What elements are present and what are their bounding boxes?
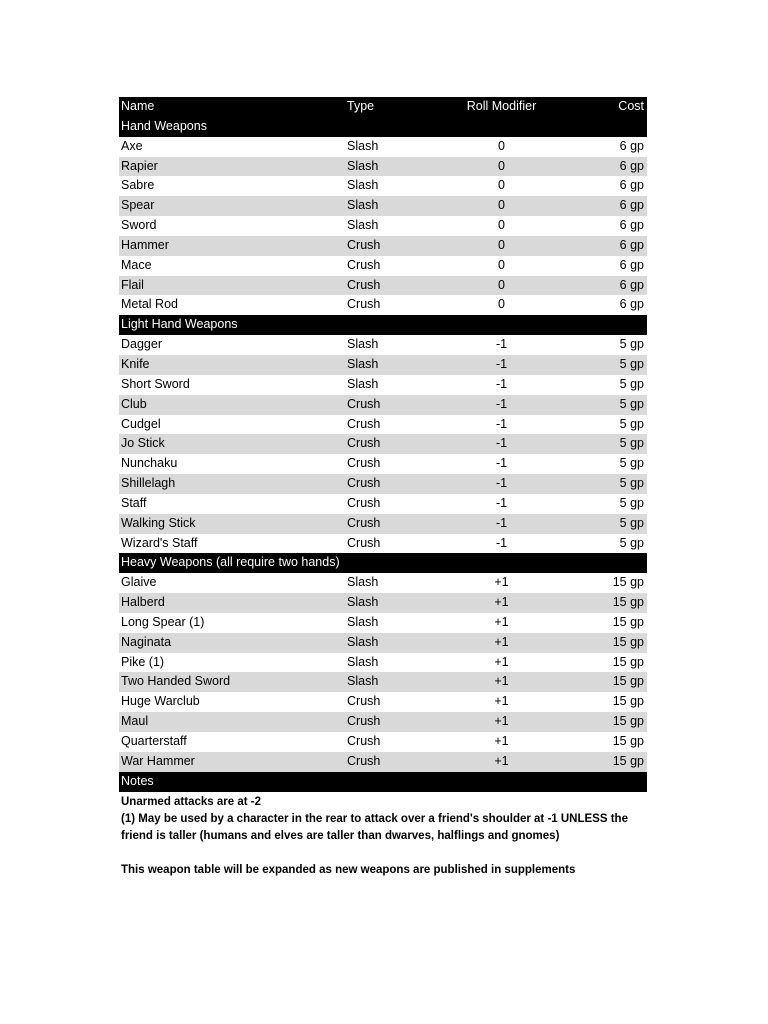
cell-cost: 5 gp [567, 434, 647, 454]
header-type: Type [345, 97, 437, 117]
cell-roll-modifier: -1 [495, 535, 508, 550]
table-row [119, 534, 647, 554]
cell-roll-modifier: +1 [437, 593, 567, 613]
cell-type: Slash [345, 196, 437, 216]
table-row [119, 216, 647, 236]
table-row [119, 692, 647, 712]
cell-name: Staff [121, 495, 147, 510]
cell-roll-modifier: +1 [494, 654, 509, 669]
header-cost: Cost [567, 97, 647, 117]
cell-cost: 6 gp [619, 297, 644, 312]
section-title: Heavy Weapons (all require two hands) [119, 553, 647, 573]
cell-type: Slash [347, 376, 379, 391]
cell-name: Quarterstaff [121, 734, 187, 748]
cell-name: Metal Rod [121, 297, 178, 312]
cell-roll-modifier: 0 [498, 257, 505, 272]
cell-name: Short Sword [121, 376, 190, 391]
cell-name: Knife [119, 355, 345, 375]
cell-cost: 15 gp [612, 575, 644, 590]
table-row [119, 335, 647, 355]
cell-cost: 6 gp [619, 138, 644, 153]
weapon-sheet [119, 97, 647, 879]
table-body [119, 117, 647, 772]
cell-type: Crush [347, 495, 381, 510]
table-row [119, 395, 647, 415]
cell-name: Walking Stick [119, 514, 345, 534]
header-name: Name [119, 97, 345, 117]
cell-type: Crush [347, 694, 381, 709]
cell-roll-modifier: 0 [437, 196, 567, 216]
cell-name: Maul [119, 712, 345, 732]
cell-type: Crush [345, 236, 437, 256]
cell-type: Crush [345, 752, 437, 772]
cell-type: Crush [347, 416, 381, 431]
cell-cost: 5 gp [567, 395, 647, 415]
cell-type: Crush [345, 712, 437, 732]
cell-name: Shillelagh [119, 474, 345, 494]
cell-name: Huge Warclub [121, 694, 200, 709]
cell-name: Spear [119, 196, 345, 216]
cell-name: Mace [121, 257, 152, 272]
cell-type: Crush [347, 535, 381, 550]
cell-type: Crush [345, 395, 437, 415]
cell-type: Slash [347, 218, 379, 233]
note-expansion: This weapon table will be expanded as new weapons are published in supplements [121, 863, 576, 876]
cell-type: Slash [347, 654, 379, 669]
cell-type: Crush [345, 514, 437, 534]
cell-cost: 6 gp [567, 157, 647, 177]
table-row [119, 137, 647, 157]
cell-roll-modifier: -1 [495, 337, 508, 352]
cell-type: Crush [347, 297, 381, 312]
table-row [119, 653, 647, 673]
cell-roll-modifier: +1 [437, 633, 567, 653]
cell-cost: 6 gp [567, 236, 647, 256]
table-row [119, 712, 647, 732]
cell-type: Crush [347, 734, 381, 748]
cell-name: Club [119, 395, 345, 415]
table-row [119, 454, 647, 474]
cell-roll-modifier: +1 [437, 712, 567, 732]
cell-cost: 5 gp [567, 514, 647, 534]
section-header-notes [119, 772, 647, 792]
cell-cost: 5 gp [619, 495, 644, 510]
cell-roll-modifier: 0 [498, 178, 505, 193]
section-title: Hand Weapons [119, 117, 647, 137]
section-header [119, 315, 647, 335]
cell-roll-modifier: -1 [437, 514, 567, 534]
cell-type: Slash [347, 178, 379, 193]
table-row [119, 474, 647, 494]
cell-roll-modifier: +1 [494, 614, 509, 629]
cell-name: Halberd [119, 593, 345, 613]
cell-roll-modifier: 0 [498, 218, 505, 233]
cell-cost: 15 gp [567, 752, 647, 772]
notes-block [119, 794, 647, 879]
cell-name: Jo Stick [119, 434, 345, 454]
cell-type: Slash [347, 337, 379, 352]
table-row [119, 434, 647, 454]
table-row [119, 276, 647, 296]
cell-cost: 6 gp [567, 276, 647, 296]
table-row [119, 375, 647, 395]
cell-roll-modifier: -1 [495, 456, 508, 471]
cell-name: Nunchaku [121, 456, 178, 471]
cell-cost: 5 gp [619, 416, 644, 431]
cell-type: Slash [347, 614, 379, 629]
header-roll-modifier: Roll Modifier [437, 97, 567, 117]
cell-cost: 15 gp [612, 654, 644, 669]
table-row [119, 573, 647, 593]
cell-roll-modifier: -1 [437, 355, 567, 375]
cell-cost: 5 gp [619, 337, 644, 352]
cell-type: Slash [347, 575, 379, 590]
table-row [119, 752, 647, 772]
table-row [119, 732, 647, 752]
cell-cost: 15 gp [567, 593, 647, 613]
cell-roll-modifier: +1 [494, 575, 509, 590]
cell-roll-modifier: +1 [437, 752, 567, 772]
cell-roll-modifier: 0 [437, 157, 567, 177]
cell-name: War Hammer [119, 752, 345, 772]
cell-roll-modifier: -1 [495, 416, 508, 431]
cell-name: Long Spear (1) [121, 614, 205, 629]
cell-roll-modifier: -1 [437, 434, 567, 454]
cell-type: Crush [347, 456, 381, 471]
cell-cost: 5 gp [567, 355, 647, 375]
cell-cost: 5 gp [619, 456, 644, 471]
note-unarmed: Unarmed attacks are at -2 [121, 795, 261, 808]
table-row [119, 176, 647, 196]
cell-roll-modifier: 0 [437, 276, 567, 296]
table-row [119, 256, 647, 276]
cell-cost: 15 gp [612, 614, 644, 629]
cell-type: Slash [345, 157, 437, 177]
cell-name: Hammer [119, 236, 345, 256]
cell-roll-modifier: -1 [495, 376, 508, 391]
cell-cost: 5 gp [567, 474, 647, 494]
cell-name: Naginata [119, 633, 345, 653]
note-footnote: (1) May be used by a character in the rear to attack over a friend's shoulder at -1 UNLESS the friend is taller (humans and elves are taller than dwarves, halflings and gnomes) [121, 812, 628, 842]
cell-name: Glaive [121, 575, 157, 590]
cell-type: Slash [345, 633, 437, 653]
cell-type: Crush [347, 257, 381, 272]
cell-roll-modifier: -1 [437, 474, 567, 494]
cell-cost: 15 gp [612, 694, 644, 709]
cell-cost: 15 gp [567, 712, 647, 732]
cell-cost: 15 gp [612, 734, 644, 748]
table-row [119, 613, 647, 633]
cell-name: Rapier [119, 157, 345, 177]
cell-name: Sabre [121, 178, 155, 193]
cell-name: Sword [121, 218, 157, 233]
table-row [119, 355, 647, 375]
cell-name: Pike (1) [121, 654, 165, 669]
cell-cost: 6 gp [619, 257, 644, 272]
cell-type: Slash [345, 672, 437, 692]
cell-cost: 15 gp [567, 633, 647, 653]
cell-type: Crush [345, 474, 437, 494]
cell-roll-modifier: 0 [437, 236, 567, 256]
table-row [119, 157, 647, 177]
cell-type: Slash [345, 355, 437, 375]
table-row [119, 494, 647, 514]
cell-roll-modifier: -1 [437, 395, 567, 415]
cell-type: Slash [347, 138, 379, 153]
cell-type: Crush [345, 434, 437, 454]
weapon-table [119, 97, 647, 792]
section-header [119, 117, 647, 137]
cell-cost: 15 gp [567, 672, 647, 692]
table-row [119, 633, 647, 653]
cell-name: Cudgel [121, 416, 161, 431]
cell-roll-modifier: 0 [498, 138, 505, 153]
cell-roll-modifier: -1 [495, 495, 508, 510]
cell-cost: 5 gp [619, 535, 644, 550]
table-row [119, 236, 647, 256]
table-row [119, 196, 647, 216]
cell-roll-modifier: +1 [437, 672, 567, 692]
cell-type: Slash [345, 593, 437, 613]
cell-roll-modifier: +1 [494, 734, 509, 748]
table-header-row [119, 97, 647, 117]
cell-cost: 6 gp [619, 218, 644, 233]
table-row [119, 672, 647, 692]
cell-type: Crush [345, 276, 437, 296]
table-row [119, 295, 647, 315]
table-row [119, 514, 647, 534]
section-title: Light Hand Weapons [119, 315, 647, 335]
cell-roll-modifier: 0 [498, 297, 505, 312]
cell-name: Axe [121, 138, 143, 153]
section-title: Notes [119, 772, 647, 792]
section-header [119, 553, 647, 573]
cell-name: Wizard's Staff [121, 535, 198, 550]
cell-name: Dagger [121, 337, 162, 352]
cell-cost: 6 gp [567, 196, 647, 216]
cell-cost: 6 gp [619, 178, 644, 193]
table-row [119, 593, 647, 613]
cell-name: Flail [119, 276, 345, 296]
cell-roll-modifier: +1 [494, 694, 509, 709]
cell-cost: 5 gp [619, 376, 644, 391]
cell-name: Two Handed Sword [119, 672, 345, 692]
table-row [119, 415, 647, 435]
